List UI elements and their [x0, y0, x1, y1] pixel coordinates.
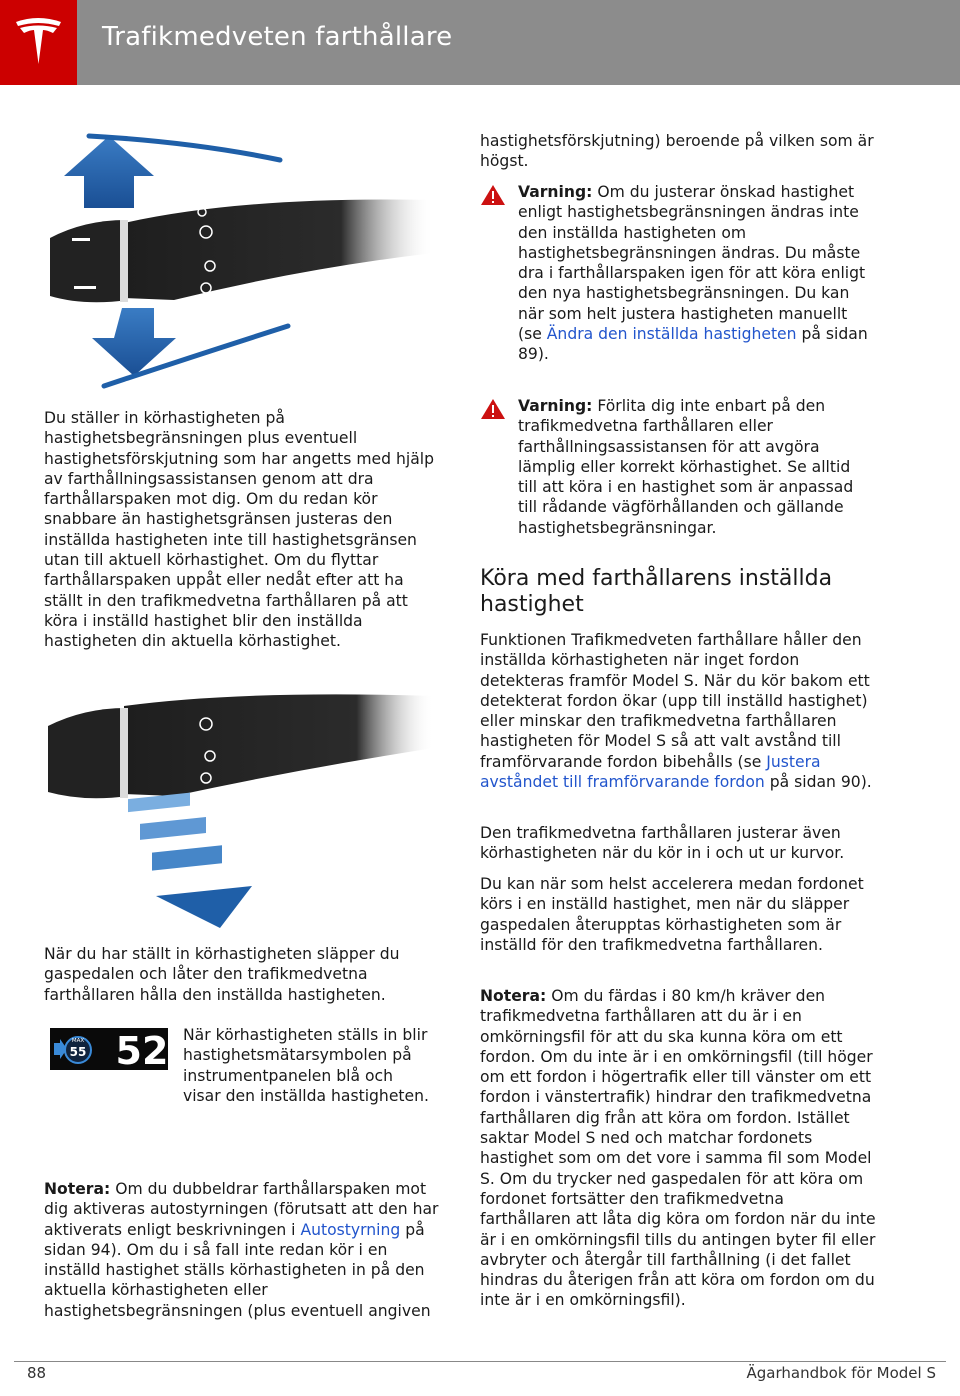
note-label: Notera: — [44, 1180, 111, 1198]
page-header — [0, 0, 960, 85]
right-paragraph-1: Funktionen Trafikmedveten farthållare håller den inställda körhastigheten när inget fordon detekteras framför Model S. När du kör bakom ett detekterat fordon ökar (upp till inställd hastighet) eller minskar den trafikmedvetna farthållaren hastigheten för Model S så att valt avstånd till framförvarande fordon bibehålls (se Justera avståndet till framförvarande fordon på sidan 90). — [480, 631, 872, 792]
footer-divider — [14, 1361, 946, 1362]
left-paragraph-1: Du ställer in körhastigheten på hastighetsbegränsningen plus eventuell hastighetsförskjutning som har angetts med hjälp av farthållningsassistansen genom att dra farthållarspaken mot dig. Om du redan kör snabbare än hastighetsgränsen justeras den inställda hastigheten inte till hastighetsgränsen utan till aktuell körhastighet. Om du flyttar farthållarspaken uppåt eller nedåt efter att ha ställt in den trafikmedvetna farthållaren på att köra i inställd hastighet blir den inställda hastigheten din aktuella körhastighet. — [44, 409, 435, 651]
right-paragraph-3: Du kan när som helst accelerera medan fordonet körs i en inställd hastighet, men när du släpper gaspedalen återupptas körhastigheten som är inställd för den trafikmedvetna farthållaren. — [480, 875, 864, 954]
left-paragraph-2: När du har ställt in körhastigheten släpper du gaspedalen och låter den trafikmedvetna farthållaren hålla den inställda hastigheten. — [44, 945, 400, 1004]
speedometer-set-speed-icon — [50, 1028, 168, 1070]
autostyrning-link[interactable]: Autostyrning — [300, 1220, 401, 1239]
page-number: 88 — [27, 1364, 47, 1382]
warning-2: Varning: Förlita dig inte enbart på den trafikmedvetna farthållaren eller farthållningsassistansen för att avgöra lämplig eller korrekt körhastighet. Se alltid till att köra i en hastighet som är anpassad till rådande vägförhållanden och gällande hastighetsbegränsningar. — [480, 396, 876, 546]
max-label: MAX — [71, 1038, 85, 1044]
right-paragraph-continuation: hastighetsförskjutning) beroende på vilken som är högst. — [480, 132, 874, 171]
right-note: Notera: Om du färdas i 80 km/h kräver den trafikmedvetna farthållaren att du är i en omkörningsfil för att du ska kunna köra om ett fordon. Om du inte är i en omkörningsfil (till höger om ett fordon i högertrafik eller till vänster om ett fordon i vänstertrafik) hindrar den trafikmedvetna farthållaren dig från att köra om fordon. Istället saktar Model S ned och matchar fordonets hastighet som om det vore i samma fil som Model S. Om du trycker ned gaspedalen för att köra om fordonet fortsätter den trafikmedvetna farthållaren att låta dig köra om fordon när du inte är i en omkörningsfil tills du antingen byter fil eller avbryter och återgår till farthållning (i det fallet hindras du återigen från att köra om fordon om du inte är i en omkörningsfil). — [480, 987, 876, 1310]
right-paragraph-2: Den trafikmedvetna farthållaren justerar även körhastigheten när du kör in i och ut ur kurvor. — [480, 824, 845, 863]
stalk-up-down-illustration — [44, 128, 440, 393]
stalk-end — [48, 708, 128, 798]
current-speed-value: 52 — [115, 1029, 168, 1070]
justera-avstandet-link[interactable]: Justera avståndet till framförvarande fordon — [480, 752, 821, 792]
arrow-up-icon — [64, 136, 154, 208]
andra-installd-hastighet-link[interactable]: Ändra den inställda hastigheten — [546, 325, 797, 344]
stalk-body — [124, 199, 434, 300]
tesla-logo-icon — [13, 16, 64, 68]
warning-triangle-icon — [480, 398, 506, 420]
stalk-pull-illustration — [44, 686, 440, 931]
brand-logo-box — [0, 0, 77, 85]
warning-1: Varning: Om du justerar önskad hastighet enligt hastighetsbegränsningen ändras inte den inställda hastigheten om hastighetsbegränsningen ändras. Du måste dra i farthållarspaken igen för att köra enligt den nya hastighetsbegränsningen. Du kan när som helt justera hastigheten manuellt (se Ändra den inställda hastigheten på sidan 89). — [480, 182, 876, 392]
stalk-end — [50, 220, 128, 302]
pull-arrow-segment-3 — [152, 845, 222, 870]
warning-triangle-icon — [480, 184, 506, 206]
stalk-body — [124, 694, 434, 796]
manual-title: Ägarhandbok för Model S — [746, 1364, 936, 1382]
left-note: Notera: Om du dubbeldrar farthållarspaken mot dig aktiveras autostyrningen (förutsatt att den har aktiverats enligt beskrivningen i Autostyrning på sidan 94). Om du i så fall inte redan kör i en inställd hastighet ställs körhastigheten in på den aktuella körhastigheten eller hastighetsbegränsningen (plus eventuell angiven — [44, 1180, 439, 1320]
section-heading: Köra med farthållarens inställda hastighet — [480, 566, 833, 617]
note-label: Notera: — [480, 987, 547, 1005]
page-title: Trafikmedveten farthållare — [102, 22, 453, 52]
pull-arrow-segment-2 — [140, 817, 206, 840]
pull-arrow-segment-1 — [128, 793, 190, 813]
speedometer-caption: När körhastigheten ställs in blir hastighetsmätarsymbolen på instrumentpanelen blå och visar den inställda hastigheten. — [183, 1026, 429, 1105]
set-speed-value: 55 — [69, 1045, 87, 1059]
pull-arrow-head-icon — [156, 886, 252, 928]
